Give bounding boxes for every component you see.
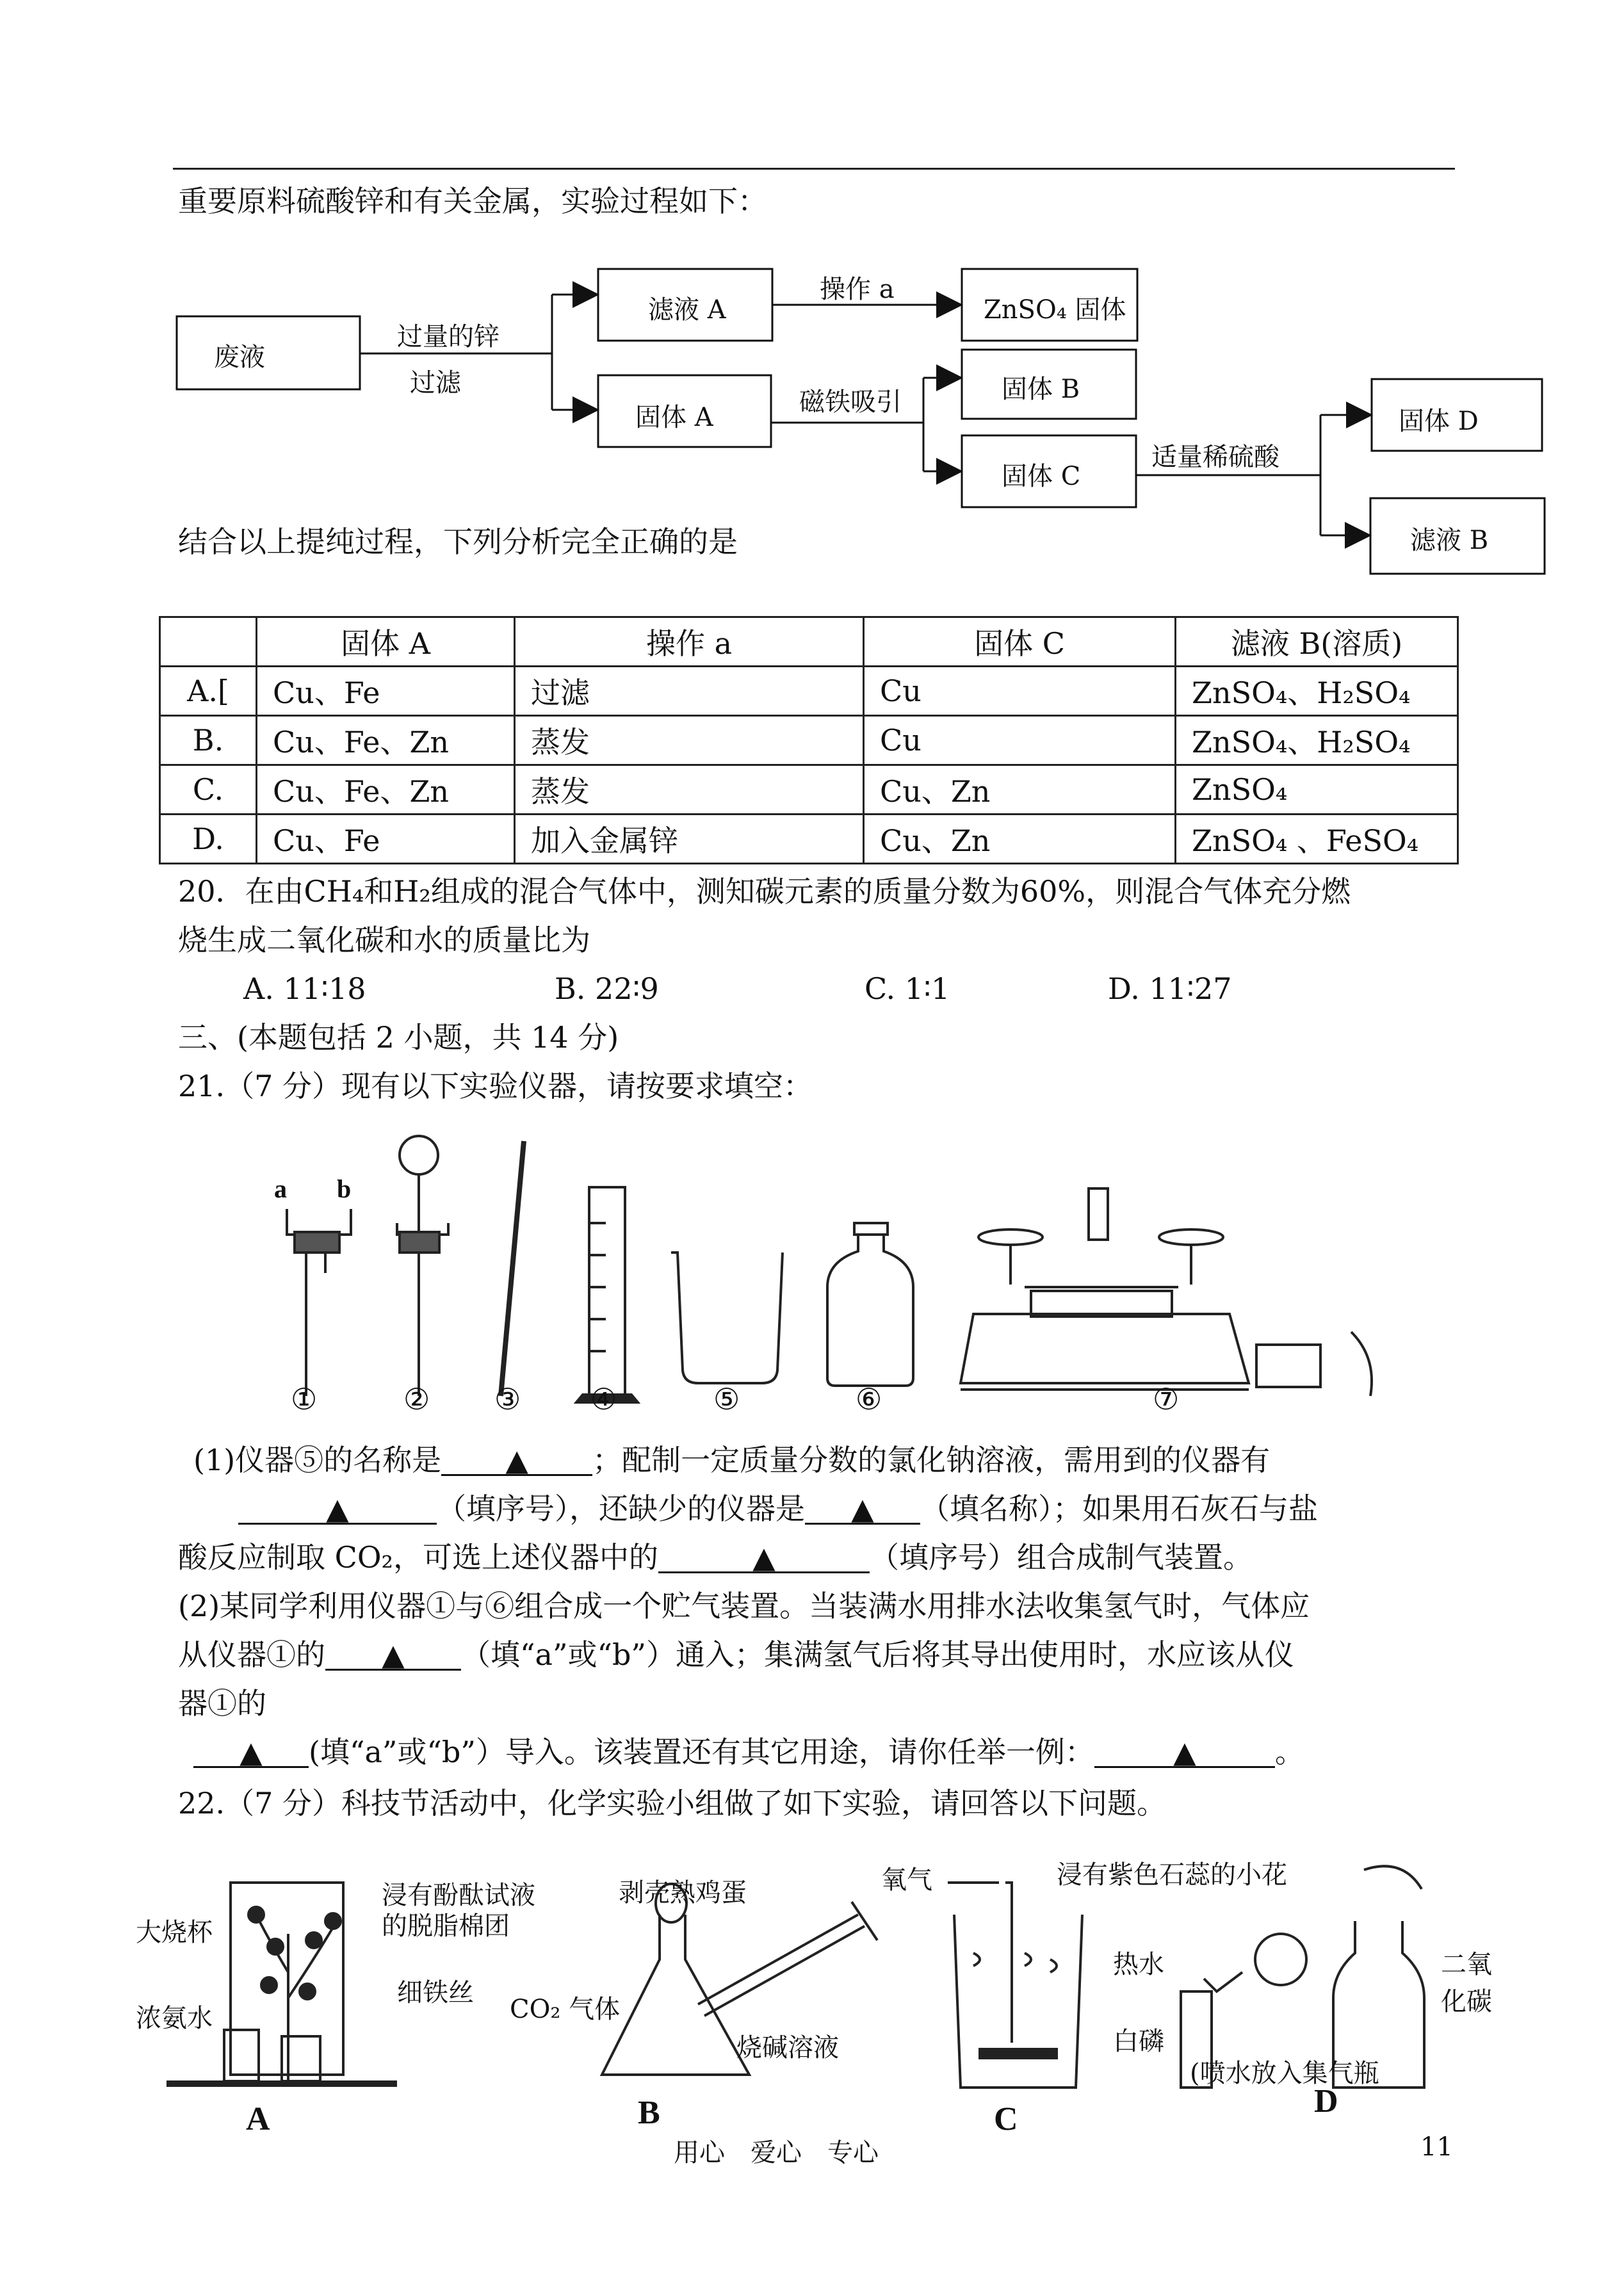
q21-text: 从仪器①的 — [178, 1637, 325, 1672]
flow-acid: 适量稀硫酸 — [1151, 442, 1279, 472]
q20-option: B. 22∶9 — [555, 971, 659, 1006]
q21-p1-line1 — [193, 1441, 1270, 1479]
q21-p2-line3: 器①的 — [178, 1686, 266, 1721]
flow-filtrate-b: 滤液 B — [1410, 526, 1489, 555]
fig-a-ammonia: 浓氨水 — [136, 2004, 213, 2033]
table-row — [160, 765, 1458, 815]
table-cell: Cu、Fe — [257, 667, 515, 716]
answer-blank[interactable]: ▲ — [238, 1489, 437, 1525]
q20-line1: 20．在由CH₄和H₂组成的混合气体中，测知碳元素的质量分数为60%，则混合气体充分燃 — [178, 874, 1351, 909]
q21-text: (填“a”或“b”）导入。该装置还有其它用途，请你任举一例： — [309, 1735, 1094, 1769]
flow-znso4: ZnSO₄ 固体 — [984, 295, 1126, 325]
apparatus-num: ① — [291, 1382, 318, 1416]
flow-op-a: 操作 a — [820, 275, 895, 304]
table-header-cell: 滤液 B(溶质) — [1176, 617, 1458, 667]
q21-text: ；配制一定质量分数的氯化钠溶液，需用到的仪器有 — [592, 1443, 1271, 1477]
flow-waste: 废液 — [214, 343, 265, 372]
label-b: b — [337, 1174, 352, 1203]
table-cell: ZnSO₄、H₂SO₄ — [1176, 667, 1458, 716]
q21-title: 21.（7 分）现有以下实验仪器，请按要求填空： — [178, 1069, 813, 1103]
flow-filtrate-a: 滤液 A — [648, 295, 726, 325]
table-cell: 加入金属锌 — [515, 815, 864, 864]
fig-d-co2b: 化碳 — [1441, 1987, 1492, 2016]
table-row — [160, 716, 1458, 765]
apparatus-num: ③ — [494, 1382, 521, 1416]
table-header-cell: 操作 a — [515, 617, 864, 667]
page-number: 11 — [1420, 2132, 1453, 2162]
table-cell: Cu、Zn — [864, 765, 1176, 815]
table-cell: A.[ — [160, 667, 257, 716]
q21-text: （填序号），还缺少的仪器是 — [437, 1491, 805, 1526]
options-table — [159, 616, 1459, 864]
box-waste — [177, 316, 360, 389]
q21-text: (1)仪器⑤的名称是 — [193, 1443, 442, 1477]
apparatus-num: ④ — [590, 1382, 617, 1416]
table-header-cell: 固体 A — [257, 617, 515, 667]
answer-blank[interactable]: ▲ — [658, 1538, 870, 1573]
table-cell: Cu、Fe、Zn — [257, 716, 515, 765]
q20-option: D. 11∶27 — [1108, 971, 1232, 1006]
flowchart — [0, 0, 1624, 576]
fig-d-co2a: 二氧 — [1441, 1950, 1492, 1979]
fig-d-flower: 浸有紫色石蕊的小花 — [1057, 1860, 1287, 1890]
q20-line2: 烧生成二氧化碳和水的质量比为 — [178, 923, 590, 957]
q21-p1-line3 — [178, 1538, 1253, 1577]
table-cell: 蒸发 — [515, 716, 864, 765]
answer-blank[interactable]: ▲ — [441, 1441, 592, 1476]
q21-text: 酸反应制取 CO₂，可选上述仪器中的 — [178, 1540, 658, 1575]
q21-p2-line1: (2)某同学利用仪器①与⑥组合成一个贮气装置。当装满水用排水法收集氢气时，气体应 — [178, 1589, 1310, 1623]
footer-motto: 用心 爱心 专心 — [674, 2138, 879, 2168]
table-cell: B. — [160, 716, 257, 765]
q20-option: C. 1∶1 — [865, 971, 950, 1006]
fig-a-cotton2: 的脱脂棉团 — [382, 1911, 510, 1941]
fig-d-spray: (喷水放入集气瓶 — [1190, 2059, 1379, 2088]
experiment-figures — [0, 1844, 1624, 2113]
table-header-cell — [160, 617, 257, 667]
fig-c-water: 热水 — [1113, 1950, 1164, 1979]
answer-blank[interactable]: ▲ — [805, 1489, 920, 1525]
question-stem: 结合以上提纯过程，下列分析完全正确的是 — [178, 524, 738, 559]
q21-p1-line2 — [238, 1489, 1318, 1528]
q21-text: （填“a”或“b”）通入；集满氢气后将其导出使用时，水应该从仪 — [461, 1637, 1294, 1672]
fig-b-egg: 剥壳熟鸡蛋 — [619, 1878, 747, 1908]
apparatus-num: ⑥ — [856, 1382, 882, 1416]
apparatus-figure — [0, 1127, 1624, 1447]
answer-blank[interactable]: ▲ — [1094, 1733, 1275, 1768]
q21-text: （填序号）组合成制气装置。 — [869, 1540, 1253, 1575]
flow-solid-c: 固体 C — [1002, 462, 1081, 491]
table-cell: C. — [160, 765, 257, 815]
q22-title: 22.（7 分）科技节活动中，化学实验小组做了如下实验，请回答以下问题。 — [178, 1786, 1167, 1821]
fig-letter: A — [246, 2101, 270, 2137]
apparatus-num: ⑤ — [713, 1382, 740, 1416]
apparatus-num: ⑦ — [1153, 1382, 1180, 1416]
flow-solid-a: 固体 A — [635, 403, 713, 432]
fig-c-oxygen: 氧气 — [881, 1865, 932, 1895]
table-cell: D. — [160, 815, 257, 864]
q21-text: （填名称）；如果用石灰石与盐 — [920, 1491, 1318, 1526]
fig-letter: B — [638, 2095, 660, 2131]
fig-b-naoh: 烧碱溶液 — [736, 2033, 839, 2063]
table-cell: 蒸发 — [515, 765, 864, 815]
label-a: a — [274, 1174, 287, 1203]
table-cell: ZnSO₄ 、FeSO₄ — [1176, 815, 1458, 864]
table-cell: ZnSO₄、H₂SO₄ — [1176, 716, 1458, 765]
fig-letter: C — [994, 2101, 1018, 2137]
flow-solid-b: 固体 B — [1002, 375, 1080, 404]
fig-b-gas: CO₂ 气体 — [510, 1995, 621, 2024]
table-cell: Cu、Zn — [864, 815, 1176, 864]
table-cell: Cu、Fe — [257, 815, 515, 864]
table-header-cell: 固体 C — [864, 617, 1176, 667]
answer-blank[interactable]: ▲ — [193, 1733, 309, 1768]
flow-step1-bottom: 过滤 — [410, 368, 461, 398]
table-cell: 过滤 — [515, 667, 864, 716]
q21-text: 。 — [1274, 1735, 1304, 1769]
table-cell: Cu、Fe、Zn — [257, 765, 515, 815]
section-heading: 三、(本题包括 2 小题，共 14 分) — [178, 1020, 619, 1055]
flow-step1-top: 过量的锌 — [397, 322, 499, 352]
fig-letter: D — [1314, 2083, 1338, 2120]
table-header-row — [160, 617, 1458, 667]
intro-text: 重要原料硫酸锌和有关金属，实验过程如下： — [178, 184, 767, 218]
fig-c-phos: 白磷 — [1113, 2027, 1164, 2056]
q21-p2-line2 — [178, 1635, 1294, 1674]
fig-a-cotton: 浸有酚酞试液 — [382, 1881, 535, 1910]
table-row — [160, 815, 1458, 864]
q21-p2-line4 — [193, 1733, 1304, 1771]
apparatus-num: ② — [403, 1382, 430, 1416]
table-row — [160, 667, 1458, 716]
table-cell: ZnSO₄ — [1176, 765, 1458, 815]
answer-blank[interactable]: ▲ — [325, 1635, 461, 1671]
table-cell: Cu — [864, 667, 1176, 716]
flow-solid-d: 固体 D — [1399, 407, 1479, 436]
q20-option: A. 11∶18 — [243, 971, 366, 1006]
flow-magnet: 磁铁吸引 — [799, 387, 902, 417]
fig-a-beaker: 大烧杯 — [136, 1918, 213, 1947]
fig-a-wire: 细铁丝 — [397, 1978, 474, 2007]
table-cell: Cu — [864, 716, 1176, 765]
